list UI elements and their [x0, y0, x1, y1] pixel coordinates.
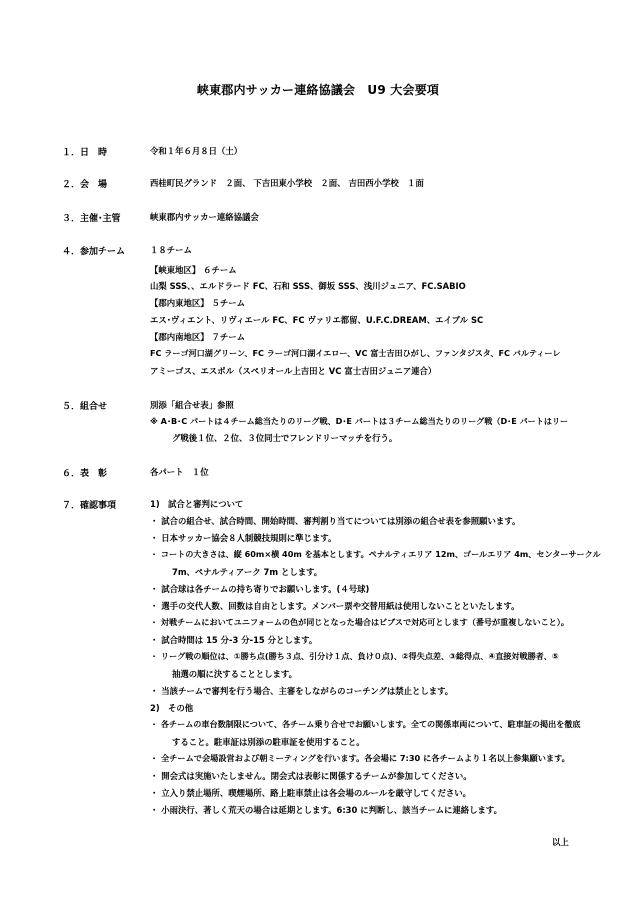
list-item: ・ 試合時間は 15 分-3 分-15 分とします。	[150, 635, 318, 645]
closing-mark: 以上	[552, 837, 569, 847]
list-item: ・ 各チームの車台数制限について、各チーム乗り合せでお願いします。全ての関係車両について、駐車証の掲出を徹底	[150, 719, 581, 729]
list-item: ・ 試合の組合せ、試合時間、開始時間、審判割り当てについては別添の組合せ表を参照願います。	[150, 516, 521, 526]
grouping-ref: 別添「組合せ表」参照	[150, 400, 234, 410]
teams-list: エス･ヴィエント、リヴィエール FC、FC ヴァリエ都留、U.F.C.DREAM、エイブル SC	[150, 315, 484, 325]
list-item: ・ 開会式は実施いたしません。閉会式は表彰に関係するチームが参加してください。	[150, 771, 472, 781]
grouping-note: ※ A･B･C パートは４チーム総当たりのリーグ戦、D･E パートは３チーム総当たりのリーグ戦（D･E パートはリー	[150, 416, 569, 426]
list-item: ・ 日本サッカー協会８人制競技規則に準じます。	[150, 533, 337, 543]
teams-label: ４．参加チーム	[62, 247, 126, 257]
teams-count: １８チーム	[150, 245, 192, 255]
award-value: 各パート １位	[150, 467, 209, 477]
list-item: 抽選の順に決することとします。	[172, 669, 297, 679]
list-item: ・ 対戦チームにおいてユニフォームの色が同じとなった場合はビブスで対応可とします（番号が重複しないこと）。	[150, 617, 569, 627]
award-label: ６．表 彰	[62, 469, 108, 479]
teams-region-header: 【郡内東地区】 ５チーム	[150, 298, 246, 308]
teams-region-header: 【峡東地区】 ６チーム	[150, 265, 237, 275]
venue-value: 西桂町民グランド ２面、 下吉田東小学校 ２面、 吉田西小学校 １面	[150, 178, 424, 188]
confirm-subheading: 1) 試合と審判について	[150, 499, 244, 509]
list-item: すること。駐車証は別添の駐車証を使用すること。	[172, 737, 365, 747]
teams-list: FC ラーゴ河口湖グリーン、FC ラーゴ河口湖イエロー、VC 富士吉田ひがし、ファンタジスタ、FC バルティーレ	[150, 348, 561, 358]
grouping-note: グ戦後１位、２位、３位同士でフレンドリーマッチを行う。	[172, 433, 398, 443]
list-item: ・ 全チームで会場設営および朝ミーティングを行います。各会場に 7:30 に各チームより１名以上参集願います。	[150, 753, 570, 763]
list-item: ・ 立入り禁止場所、喫煙場所、路上駐車禁止は各会場のルールを厳守してください。	[150, 788, 471, 798]
list-item: ・ 試合球は各チームの持ち寄りでお願いします。(４号球)	[150, 584, 370, 594]
venue-label: ２．会 場	[62, 180, 108, 190]
host-label: ３．主催･主管	[62, 214, 121, 224]
confirm-subheading: 2) その他	[150, 703, 194, 713]
teams-region-header: 【郡内南地区】 ７チーム	[150, 332, 246, 342]
date-value: 令和１年６月８日（土）	[150, 146, 243, 156]
date-label: １．日 時	[62, 148, 108, 158]
list-item: ・ 選手の交代人数、回数は自由とします。メンバー票や交替用紙は使用しないことといたします。	[150, 601, 520, 611]
list-item: ・ 小雨決行、著しく荒天の場合は延期とします。6:30 に判断し、該当チームに連絡します。	[150, 805, 502, 815]
list-item: ・ リーグ戦の順位は、①勝ち点(勝ち３点、引分け１点、負け０点)、②得失点差、③総得点、④直接対戦勝者、⑤	[150, 651, 559, 661]
list-item: ・ 当該チームで審判を行う場合、主審をしながらのコーチングは禁止とします。	[150, 686, 454, 696]
teams-list: 山梨 SSS、、エルドラード FC、石和 SSS、御坂 SSS、浅川ジュニア、FC.SABIO	[150, 281, 466, 291]
host-value: 峡東郡内サッカー連絡協議会	[150, 212, 259, 222]
teams-list: アミーゴス、エスポル（スペリオール上吉田と VC 富士吉田ジュニア連合）	[150, 366, 437, 376]
list-item: ・ コートの大きさは、縦 60m×横 40m を基本とします。ペナルティエリア 12m、ゴールエリア 4m、センターサークル	[150, 549, 601, 559]
page-title: 峡東郡内サッカー連絡協議会 U9 大会要項	[196, 83, 440, 97]
list-item: 7m、ペナルティアーク 7m とします。	[172, 567, 323, 577]
grouping-label: ５．組合せ	[62, 402, 108, 412]
confirm-label: ７．確認事項	[62, 501, 117, 511]
